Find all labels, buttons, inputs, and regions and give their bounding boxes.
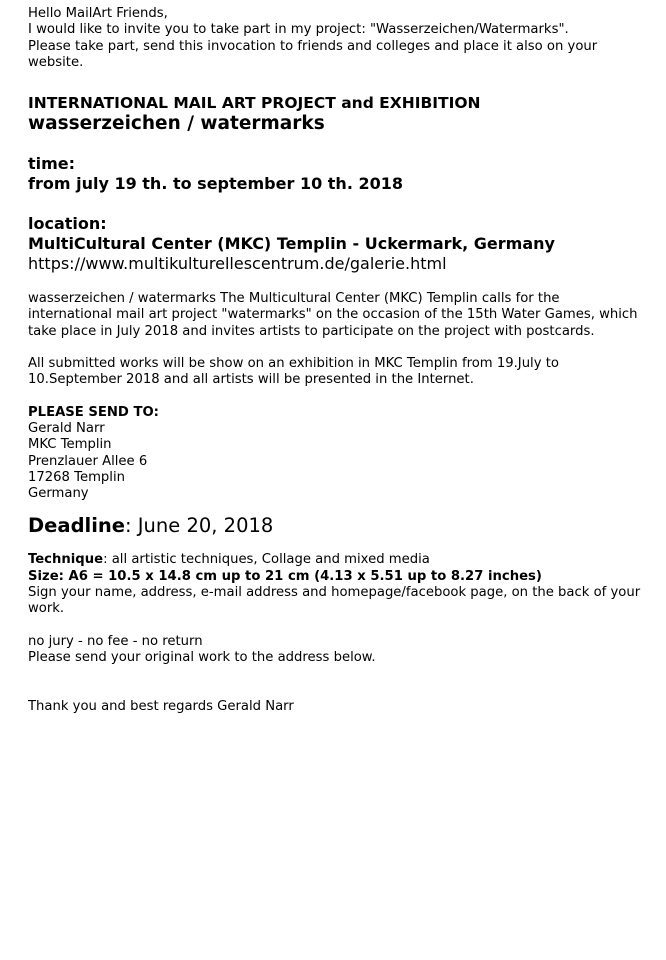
location-url: https://www.multikulturellescentrum.de/galerie.html (28, 254, 447, 274)
closing: Thank you and best regards Gerald Narr (28, 699, 294, 715)
intro-block (28, 6, 658, 71)
intro-line: I would like to invite you to take part in my project: "Wasserzeichen/Watermarks". (28, 22, 569, 38)
description-block (28, 291, 658, 340)
size-line: Size: A6 = 10.5 x 14.8 cm up to 21 cm (4.13 x 5.51 up to 8.27 inches) (28, 568, 542, 584)
technique-label: Technique (28, 552, 104, 568)
intro-line: website. (28, 54, 84, 70)
description-line: international mail art project "watermarks" on the occasion of the 15th Water Games, which (28, 307, 638, 323)
time-label: time: (28, 154, 76, 174)
location-name: MultiCultural Center (MKC) Templin - Uckermark, Germany (28, 234, 555, 254)
deadline-label: Deadline (28, 514, 126, 538)
description-line: take place in July 2018 and invites artists to participate on the project with postcards. (28, 323, 595, 339)
terms-line: Please send your original work to the address below. (28, 649, 376, 665)
address-line: Gerald Narr (28, 420, 105, 436)
greeting: Hello MailArt Friends, (28, 6, 168, 21)
technique-line (28, 552, 658, 568)
address-block (28, 405, 658, 503)
sign-line: Sign your name, address, e-mail address and homepage/facebook page, on the back of your (28, 585, 641, 601)
intro-line: Please take part, send this invocation to friends and colleges and place it also on your (28, 38, 598, 54)
technique-value: : all artistic techniques, Collage and mixed media (103, 552, 430, 568)
time-value: from july 19 th. to september 10 th. 2018 (28, 174, 403, 194)
time-block (28, 154, 658, 194)
deadline (28, 514, 658, 538)
location-block (28, 214, 658, 274)
deadline-value: : June 20, 2018 (125, 514, 274, 538)
document (28, 6, 658, 716)
description-line: wasserzeichen / watermarks The Multicultural Center (MKC) Templin calls for the (28, 291, 560, 307)
sign-line: work. (28, 601, 65, 617)
exhibition-block (28, 356, 658, 389)
exhibition-line: 10.September 2018 and all artists will be presented in the Internet. (28, 372, 474, 388)
address-line: Germany (28, 486, 89, 502)
address-line: MKC Templin (28, 437, 112, 453)
technique-block (28, 552, 658, 617)
terms-block (28, 634, 658, 667)
project-heading: INTERNATIONAL MAIL ART PROJECT and EXHIBITION (28, 94, 481, 113)
terms-line: no jury - no fee - no return (28, 633, 203, 649)
address-line: Prenzlauer Allee 6 (28, 453, 148, 469)
address-label: PLEASE SEND TO: (28, 404, 159, 420)
exhibition-line: All submitted works will be show on an exhibition in MKC Templin from 19.July to (28, 356, 559, 372)
location-label: location: (28, 214, 107, 234)
project-title: wasserzeichen / watermarks (28, 113, 325, 135)
address-line: 17268 Templin (28, 469, 125, 485)
